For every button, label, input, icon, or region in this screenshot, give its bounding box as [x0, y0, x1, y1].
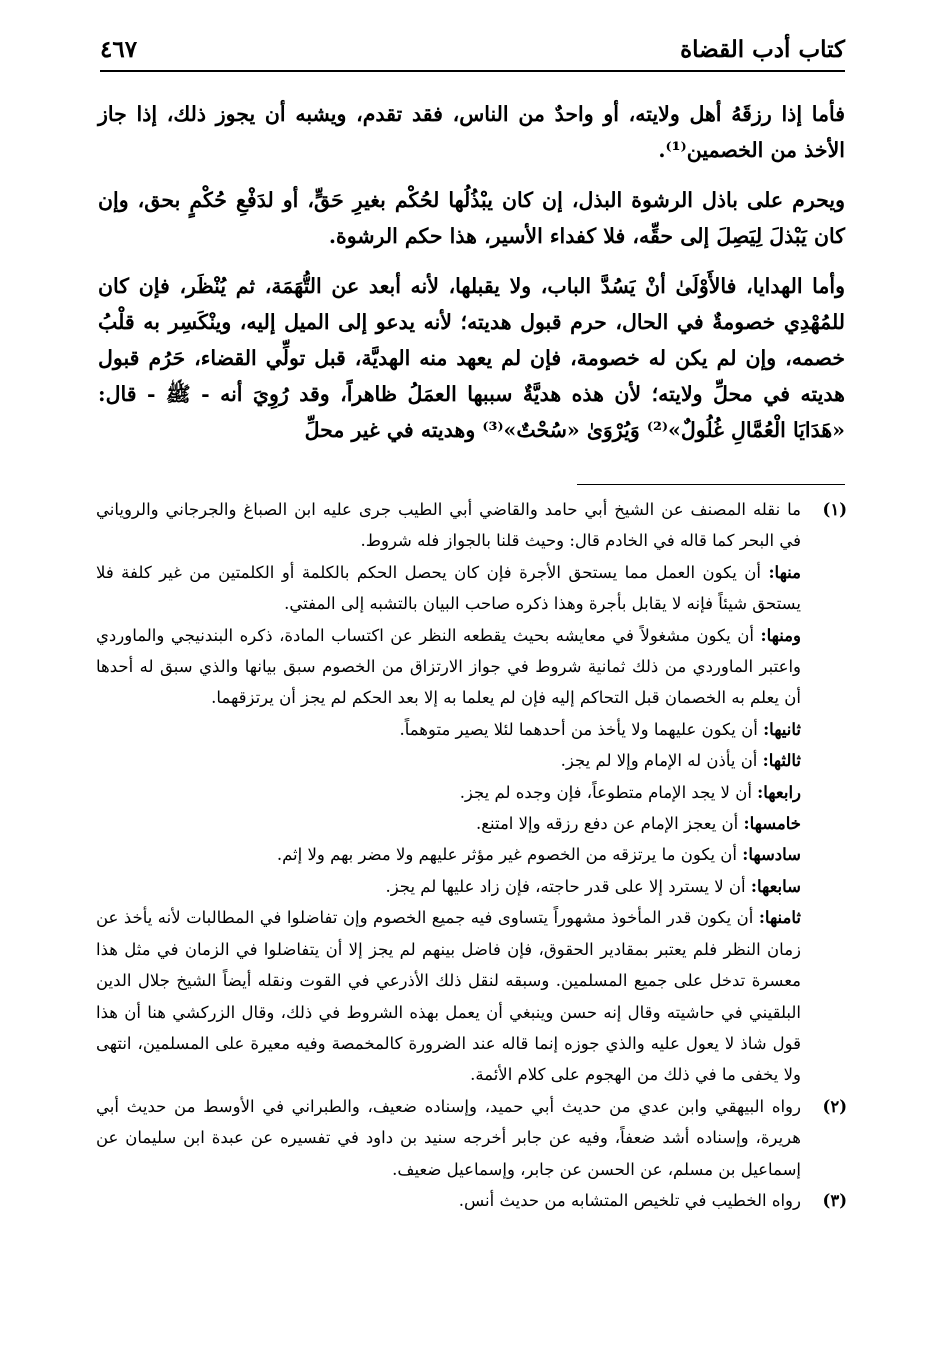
main-text [98, 96, 845, 462]
item-text: أن يكون قدر المأخوذ مشهوراً يتساوى فيه جميع الخصوم وإن تفاضلوا في المطالبات لأنه يأخذ عن زمان النظر فلم يعتبر بمقادير الحقوق، فإن فاضل بينهم لم يجز إلا أن يتفاضلوا في الزمان في مثل هذا معسرة تدخل على جميع المسلمين. وسبقه لنقل ذلك الأذرعي في القوت ونقله أيضاً الشيخ جلال الدين البلقيني في حاشيته وقال إنه حسن وينبغي أن يعمل بهذه الشروط في ذلك، وقال الزركشي هنا أن هذا قول شاذ لا يعول عليه والذي جوزه إنما قاله عند الضرورة كالمخمصة وفيه معيرة على المسلمين، انتهى ولا يخفى ما في ذلك من الهجوم على كلام الأئمة. [96, 908, 801, 1085]
footnote-item [96, 871, 801, 902]
footnote-3 [96, 1185, 847, 1216]
footnote-text: رواه الخطيب في تلخيص المتشابه من حديث أنس. [458, 1190, 801, 1210]
footnote-number: (٣) [822, 1190, 847, 1210]
item-text: أن لا يجد الإمام متطوعاً، فإن وجده لم يجز. [459, 782, 758, 802]
item-lead: ومنها: [760, 625, 801, 645]
item-lead: ثامنها: [758, 908, 801, 928]
item-text: أن لا يسترد إلا على قدر حاجته، فإن زاد عليها لم يجز. [385, 876, 751, 896]
footnote-number: (١) [822, 500, 847, 519]
item-text: أن يكون مشغولاً في معايشه بحيث يقطعه النظر عن اكتساب المادة، ذكره البندنيجي والماوردي واعتبر الماوردي من ذلك ثمانية شروط في جواز الارتزاق من الخصوم سبق بيانها والذي سبق له أحدها أن يعلم به الخصمان قبل التحاكم إليه فإن لم يعلما به إلا بعد الحكم لم يجز أن يرتزقهما. [96, 625, 801, 708]
item-lead: خامسها: [743, 814, 801, 834]
footnote-item [96, 839, 801, 870]
running-title: كتاب أدب القضاة [680, 35, 845, 63]
item-lead: منها: [768, 562, 801, 582]
main-paragraph: ويحرم على باذل الرشوة البذل، إن كان يبْذُلُها لحُكْم بغيرِ حَقٍّ، أو لدَفْعِ حُكْمٍ بحق، وإن كان يَبْذلَ لِيَصِلَ إلى حقِّه، فلا كفداء الأسير، هذا حكم الرشوة. [98, 188, 845, 248]
footnote-text: ما نقله المصنف عن الشيخ أبي حامد والقاضي أبي الطيب جرى عليه ابن الصباغ والجرجاني والروياني في البحر كما قاله في الخادم قال: وحيث قلنا بالجواز فله شروط. [96, 500, 801, 551]
footnote-2 [96, 1091, 847, 1185]
footnote-item [96, 557, 801, 620]
footnote-number: (٢) [822, 1096, 847, 1116]
footnote-1 [96, 494, 847, 1091]
footnotes [96, 494, 847, 1216]
item-text: أن يعجز الإمام عن دفع رزقه وإلا امتنع. [475, 814, 744, 834]
item-lead: سادسها: [742, 845, 801, 865]
footnote-item [96, 808, 801, 839]
footnote-item [96, 714, 801, 745]
item-lead: ثالثها: [762, 751, 801, 771]
main-paragraph: وأما الهدايا، فالأَوْلَىٰ أنْ يَسُدَّ الباب، ولا يقبلها، لأنه أبعد عن التُّهَمَة، ثم يُنْظَر، فإن كان للمُهْدِي خصومةٌ في الحال، حرم قبول هديته؛ لأنه يدعو إلى الميل إليه، وينْكَسِر به قلْبُ خصمه، وإن لم يكن له خصومة، فإن لم يعهد منه الهديَّة، قبل تولِّي القضاء، حَرُم قبول هديته في محلِّ ولايته؛ لأن هذه هديَّةٌ سببها العمَلُ ظاهراً، وقد رُوِيَ أنه - ﷺ - قال: «هَدَايَا الْعُمَّالِ غُلُولٌ»⁽²⁾ وَيُرْوَىٰ «سُحْتٌ»⁽³⁾ وهديته في غير محلِّ [98, 274, 845, 442]
item-text: أن يكون العمل مما يستحق الأجرة فإن كان يحصل الحكم بالكلمة أو الكلمتين من غير كلفة فلا يستحق شيئاً فإنه لا يقابل بأجرة وهذا ذكره صاحب البيان بالتشبه إلى المفتي. [96, 562, 801, 614]
footnote-item [96, 902, 801, 1090]
footnote-text: رواه البيهقي وابن عدي من حديث أبي حميد، وإسناده ضعيف، والطبراني في الأوسط من حديث أبي هريرة، وإسناده أشد ضعفاً، وفيه عن جابر أخرجه سنيد بن داود في تفسيره عن عبدة ابن سليمان عن إسماعيل بن مسلم، عن الحسن عن جابر، وإسماعيل ضعيف. [96, 1096, 801, 1179]
footnote-item [96, 777, 801, 808]
footnote-item [96, 745, 801, 776]
page-header [100, 28, 845, 72]
page-number: ٤٦٧ [100, 35, 138, 63]
item-text: أن يأذن له الإمام وإلا لم يجز. [560, 751, 763, 771]
item-lead: سابعها: [750, 876, 801, 896]
item-text: أن يكون ما يرتزقه من الخصوم غير مؤثر عليهم ولا مضر بهم ولا إثم. [276, 845, 743, 865]
item-lead: رابعها: [757, 782, 801, 802]
footnote-separator [577, 484, 845, 485]
footnote-item [96, 620, 801, 714]
main-paragraph: فأما إذا رزقَهُ أهل ولايته، أو واحدٌ من الناس، فقد تقدم، ويشبه أن يجوز ذلك، إذا جاز الأخذ من الخصمين⁽¹⁾. [98, 102, 845, 162]
item-lead: ثانيها: [763, 719, 801, 739]
item-text: أن يكون عليهما ولا يأخذ من أحدهما لئلا يصير متوهماً. [399, 719, 764, 739]
